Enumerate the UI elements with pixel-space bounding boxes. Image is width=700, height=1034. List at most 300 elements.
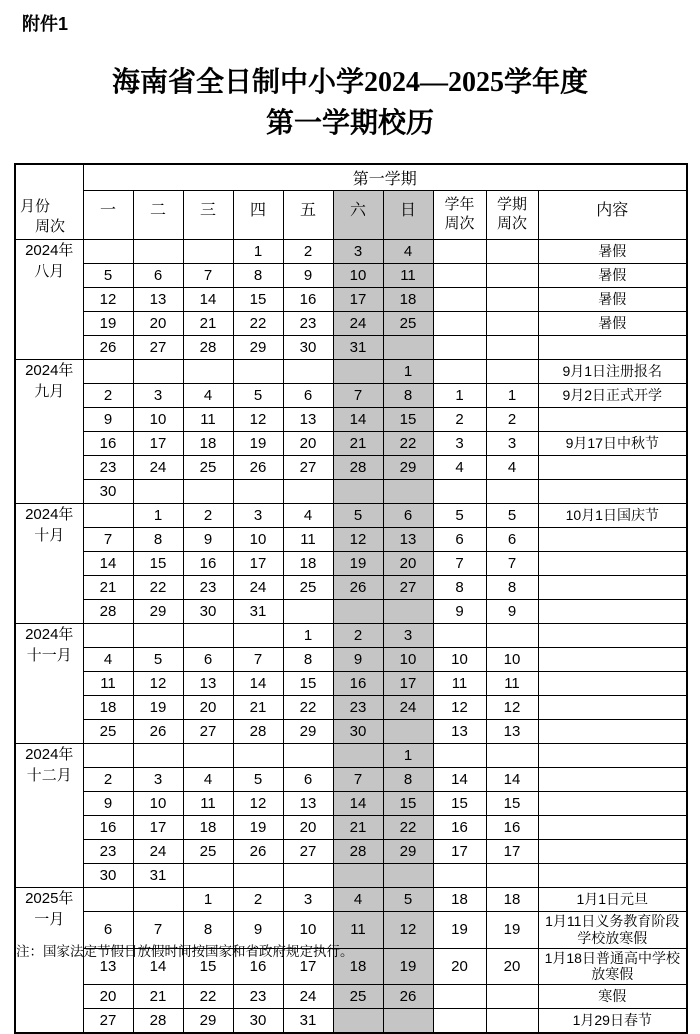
month-label-month: 九月	[34, 383, 65, 400]
day-cell	[133, 360, 183, 384]
calendar-week-row	[15, 864, 687, 888]
year-week-cell: 20	[433, 948, 486, 985]
day-cell: 24	[133, 456, 183, 480]
day-cell: 5	[233, 384, 283, 408]
year-week-cell: 5	[433, 504, 486, 528]
day-cell: 14	[233, 672, 283, 696]
year-week-cell	[433, 985, 486, 1009]
day-cell: 19	[233, 816, 283, 840]
term-week-cell	[486, 624, 538, 648]
term-week-cell	[486, 336, 538, 360]
day-cell: 15	[233, 288, 283, 312]
content-header: 内容	[538, 191, 687, 240]
day-cell: 16	[183, 552, 233, 576]
weekend-day-cell: 7	[333, 768, 383, 792]
day-cell: 8	[133, 528, 183, 552]
weekend-day-cell: 2	[333, 624, 383, 648]
day-cell: 2	[283, 240, 333, 264]
weekend-day-cell: 15	[383, 792, 433, 816]
year-week-cell: 8	[433, 576, 486, 600]
day-cell: 7	[133, 912, 183, 949]
weekend-day-cell: 9	[333, 648, 383, 672]
day-cell: 27	[283, 456, 333, 480]
day-cell: 16	[83, 432, 133, 456]
weekend-day-cell: 4	[383, 240, 433, 264]
content-cell	[538, 816, 687, 840]
term-week-cell	[486, 360, 538, 384]
day-cell: 22	[133, 576, 183, 600]
day-cell: 22	[283, 696, 333, 720]
calendar-week-row	[15, 504, 687, 528]
weekend-day-cell: 28	[333, 456, 383, 480]
day-cell: 19	[83, 312, 133, 336]
year-week-cell: 2	[433, 408, 486, 432]
day-cell: 24	[233, 576, 283, 600]
day-cell: 23	[83, 456, 133, 480]
day-cell: 3	[133, 768, 183, 792]
term-week-cell: 15	[486, 792, 538, 816]
month-label-month: 八月	[34, 263, 65, 280]
calendar-week-row	[15, 312, 687, 336]
day-cell: 28	[133, 1009, 183, 1034]
day-cell: 23	[83, 840, 133, 864]
content-cell: 9月2日正式开学	[538, 384, 687, 408]
day-cell: 15	[283, 672, 333, 696]
term-week-cell: 9	[486, 600, 538, 624]
content-cell	[538, 624, 687, 648]
day-cell: 1	[183, 888, 233, 912]
year-week-cell: 16	[433, 816, 486, 840]
weekend-day-cell: 17	[383, 672, 433, 696]
day-cell: 25	[283, 576, 333, 600]
term-week-header: 学期 周次	[486, 191, 538, 240]
weekend-day-cell: 5	[333, 504, 383, 528]
year-week-cell	[433, 312, 486, 336]
calendar-week-row	[15, 744, 687, 768]
weekend-day-cell: 22	[383, 816, 433, 840]
day-cell	[133, 744, 183, 768]
content-cell	[538, 456, 687, 480]
month-label	[15, 360, 83, 504]
day-cell	[183, 480, 233, 504]
weekend-day-cell: 29	[383, 840, 433, 864]
calendar-week-row	[15, 480, 687, 504]
term-week-cell: 4	[486, 456, 538, 480]
day-cell	[133, 240, 183, 264]
day-cell: 16	[283, 288, 333, 312]
weekend-day-cell	[333, 744, 383, 768]
weekend-day-cell: 10	[333, 264, 383, 288]
day-cell: 15	[183, 948, 233, 985]
day-cell: 13	[183, 672, 233, 696]
term-week-cell: 5	[486, 504, 538, 528]
semester-header-row	[15, 164, 687, 191]
dow-header-fri: 五	[283, 191, 333, 240]
calendar-week-row	[15, 408, 687, 432]
day-cell: 29	[233, 336, 283, 360]
day-cell: 13	[283, 792, 333, 816]
footnote: 注：国家法定节假日放假时间按国家和省政府规定执行。	[16, 944, 354, 959]
day-cell: 27	[133, 336, 183, 360]
day-cell: 17	[233, 552, 283, 576]
year-week-cell: 11	[433, 672, 486, 696]
calendar-week-row	[15, 264, 687, 288]
term-week-cell	[486, 240, 538, 264]
day-cell: 22	[233, 312, 283, 336]
calendar-week-row	[15, 720, 687, 744]
content-cell: 寒假	[538, 985, 687, 1009]
year-week-cell	[433, 336, 486, 360]
weekend-day-cell: 27	[383, 576, 433, 600]
content-cell	[538, 696, 687, 720]
day-cell: 24	[133, 840, 183, 864]
calendar-week-row	[15, 696, 687, 720]
month-label	[15, 744, 83, 888]
weekend-day-cell: 19	[333, 552, 383, 576]
year-week-cell: 12	[433, 696, 486, 720]
day-cell	[283, 864, 333, 888]
content-cell	[538, 720, 687, 744]
year-week-cell: 3	[433, 432, 486, 456]
day-cell: 3	[233, 504, 283, 528]
weekend-day-cell: 30	[333, 720, 383, 744]
term-week-cell	[486, 480, 538, 504]
calendar-week-row	[15, 336, 687, 360]
weekend-day-cell: 25	[333, 985, 383, 1009]
dow-header-thu: 四	[233, 191, 283, 240]
day-cell: 7	[83, 528, 133, 552]
content-cell	[538, 672, 687, 696]
day-cell: 18	[283, 552, 333, 576]
day-cell	[83, 744, 133, 768]
weekend-day-cell: 3	[383, 624, 433, 648]
content-cell	[538, 744, 687, 768]
day-cell	[233, 624, 283, 648]
day-cell: 24	[283, 985, 333, 1009]
content-cell	[538, 864, 687, 888]
day-cell: 19	[133, 696, 183, 720]
day-cell: 2	[83, 768, 133, 792]
day-cell: 20	[183, 696, 233, 720]
weekend-day-cell: 21	[333, 816, 383, 840]
month-label-month: 十月	[34, 527, 65, 544]
calendar-week-row	[15, 600, 687, 624]
day-cell: 5	[83, 264, 133, 288]
year-week-cell: 1	[433, 384, 486, 408]
term-week-cell	[486, 264, 538, 288]
day-cell: 21	[183, 312, 233, 336]
term-week-cell: 10	[486, 648, 538, 672]
day-cell: 4	[283, 504, 333, 528]
day-cell: 18	[83, 696, 133, 720]
day-cell: 27	[283, 840, 333, 864]
calendar-week-row	[15, 288, 687, 312]
day-cell: 2	[83, 384, 133, 408]
day-cell: 6	[83, 912, 133, 949]
year-week-cell: 4	[433, 456, 486, 480]
content-cell: 暑假	[538, 312, 687, 336]
day-cell	[133, 624, 183, 648]
weekend-day-cell	[383, 600, 433, 624]
day-cell: 27	[83, 1009, 133, 1034]
weekend-day-cell: 21	[333, 432, 383, 456]
month-label	[15, 624, 83, 744]
weekend-day-cell	[333, 360, 383, 384]
month-label-month: 十二月	[26, 767, 72, 784]
year-week-cell	[433, 360, 486, 384]
term-week-cell: 1	[486, 384, 538, 408]
day-cell: 26	[83, 336, 133, 360]
year-week-cell	[433, 288, 486, 312]
day-cell: 3	[283, 888, 333, 912]
attachment-label: 附件1	[22, 14, 69, 34]
year-week-cell	[433, 744, 486, 768]
calendar-week-row	[15, 528, 687, 552]
day-cell	[183, 360, 233, 384]
weekend-day-cell: 3	[333, 240, 383, 264]
day-cell: 9	[233, 912, 283, 949]
year-week-cell: 9	[433, 600, 486, 624]
day-cell: 18	[183, 432, 233, 456]
calendar-week-row	[15, 552, 687, 576]
day-cell: 1	[283, 624, 333, 648]
day-cell: 17	[283, 948, 333, 985]
day-cell: 15	[133, 552, 183, 576]
corner-month-label: 月份	[20, 198, 51, 215]
weekend-day-cell: 11	[383, 264, 433, 288]
month-label-year: 2024年	[25, 626, 74, 643]
day-cell: 31	[283, 1009, 333, 1034]
calendar-week-row	[15, 672, 687, 696]
day-cell	[183, 744, 233, 768]
day-cell: 9	[183, 528, 233, 552]
day-cell: 20	[283, 816, 333, 840]
content-cell: 1月11日义务教育阶段学校放寒假	[538, 912, 687, 949]
weekend-day-cell: 12	[333, 528, 383, 552]
day-cell: 23	[233, 985, 283, 1009]
day-cell: 1	[233, 240, 283, 264]
calendar-week-row	[15, 768, 687, 792]
day-cell	[183, 864, 233, 888]
year-week-cell: 14	[433, 768, 486, 792]
day-cell: 21	[133, 985, 183, 1009]
day-cell	[83, 888, 133, 912]
term-week-cell	[486, 864, 538, 888]
day-cell	[83, 240, 133, 264]
weekend-day-cell: 1	[383, 744, 433, 768]
day-cell: 10	[133, 792, 183, 816]
day-cell: 25	[183, 456, 233, 480]
weekend-day-cell	[333, 1009, 383, 1034]
day-cell: 12	[83, 288, 133, 312]
day-cell: 2	[233, 888, 283, 912]
weekend-day-cell: 6	[383, 504, 433, 528]
day-cell	[283, 600, 333, 624]
term-week-cell	[486, 1009, 538, 1034]
page-title-line1: 海南省全日制中小学2024—2025学年度	[111, 67, 588, 98]
weekend-day-cell	[383, 1009, 433, 1034]
year-week-cell: 10	[433, 648, 486, 672]
day-cell	[233, 864, 283, 888]
day-cell: 14	[133, 948, 183, 985]
day-cell: 4	[83, 648, 133, 672]
content-cell: 暑假	[538, 264, 687, 288]
day-cell: 28	[83, 600, 133, 624]
day-cell: 11	[183, 792, 233, 816]
day-cell	[283, 360, 333, 384]
content-cell	[538, 768, 687, 792]
day-cell: 9	[83, 792, 133, 816]
term-week-cell: 20	[486, 948, 538, 985]
day-cell: 29	[183, 1009, 233, 1034]
weekend-day-cell: 8	[383, 384, 433, 408]
term-week-cell: 13	[486, 720, 538, 744]
calendar-week-row	[15, 432, 687, 456]
calendar-week-row	[15, 576, 687, 600]
year-week-cell: 18	[433, 888, 486, 912]
term-week-cell: 8	[486, 576, 538, 600]
content-cell: 暑假	[538, 288, 687, 312]
weekend-day-cell: 19	[383, 948, 433, 985]
content-cell	[538, 840, 687, 864]
calendar-body	[15, 240, 687, 1034]
day-cell: 27	[183, 720, 233, 744]
weekend-day-cell: 13	[383, 528, 433, 552]
year-week-cell: 13	[433, 720, 486, 744]
day-cell: 10	[283, 912, 333, 949]
weekend-day-cell: 24	[383, 696, 433, 720]
calendar-week-row	[15, 456, 687, 480]
weekend-day-cell: 20	[383, 552, 433, 576]
day-cell: 23	[183, 576, 233, 600]
content-cell: 暑假	[538, 240, 687, 264]
weekend-day-cell: 15	[383, 408, 433, 432]
dow-header-sat: 六	[333, 191, 383, 240]
day-cell	[83, 504, 133, 528]
weekend-day-cell	[383, 720, 433, 744]
weekend-day-cell	[333, 864, 383, 888]
content-cell	[538, 480, 687, 504]
calendar-week-row	[15, 1009, 687, 1034]
weekend-day-cell: 25	[383, 312, 433, 336]
day-cell: 29	[133, 600, 183, 624]
calendar-week-row	[15, 792, 687, 816]
year-week-cell: 19	[433, 912, 486, 949]
day-cell: 4	[183, 384, 233, 408]
day-cell: 12	[233, 408, 283, 432]
day-cell: 19	[233, 432, 283, 456]
day-cell: 8	[233, 264, 283, 288]
day-cell: 31	[233, 600, 283, 624]
semester-header: 第一学期	[83, 164, 687, 191]
weekend-day-cell: 11	[333, 912, 383, 949]
day-cell: 11	[83, 672, 133, 696]
day-cell: 26	[233, 456, 283, 480]
day-cell: 14	[83, 552, 133, 576]
dow-header-sun: 日	[383, 191, 433, 240]
term-week-cell: 17	[486, 840, 538, 864]
day-cell: 17	[133, 816, 183, 840]
weekend-day-cell: 23	[333, 696, 383, 720]
day-cell: 12	[133, 672, 183, 696]
content-cell	[538, 600, 687, 624]
content-cell: 1月29日春节	[538, 1009, 687, 1034]
calendar-week-row	[15, 985, 687, 1009]
day-cell	[183, 624, 233, 648]
content-cell: 1月1日元旦	[538, 888, 687, 912]
weekend-day-cell	[333, 480, 383, 504]
day-cell	[233, 360, 283, 384]
day-cell: 7	[233, 648, 283, 672]
weekend-day-cell: 22	[383, 432, 433, 456]
day-cell: 9	[283, 264, 333, 288]
calendar-week-row	[15, 240, 687, 264]
month-label-year: 2025年	[25, 890, 74, 907]
day-cell: 17	[133, 432, 183, 456]
weekend-day-cell: 10	[383, 648, 433, 672]
day-cell: 11	[183, 408, 233, 432]
year-week-cell	[433, 864, 486, 888]
day-cell: 28	[183, 336, 233, 360]
calendar-week-row	[15, 648, 687, 672]
content-cell: 9月1日注册报名	[538, 360, 687, 384]
day-cell: 25	[83, 720, 133, 744]
term-week-cell: 16	[486, 816, 538, 840]
calendar-week-row	[15, 384, 687, 408]
day-cell: 1	[133, 504, 183, 528]
month-label-year: 2024年	[25, 362, 74, 379]
content-cell: 1月18日普通高中学校放寒假	[538, 948, 687, 985]
weekend-day-cell: 5	[383, 888, 433, 912]
weekend-day-cell: 28	[333, 840, 383, 864]
day-cell: 13	[283, 408, 333, 432]
day-cell: 8	[283, 648, 333, 672]
term-week-cell: 3	[486, 432, 538, 456]
day-cell: 4	[183, 768, 233, 792]
day-cell: 22	[183, 985, 233, 1009]
day-cell: 5	[133, 648, 183, 672]
weekend-day-cell	[383, 336, 433, 360]
day-cell: 2	[183, 504, 233, 528]
day-cell: 20	[283, 432, 333, 456]
weekend-day-cell: 14	[333, 792, 383, 816]
day-cell: 9	[83, 408, 133, 432]
month-label	[15, 504, 83, 624]
year-week-cell: 17	[433, 840, 486, 864]
day-cell: 18	[183, 816, 233, 840]
day-cell: 26	[133, 720, 183, 744]
weekend-day-cell: 31	[333, 336, 383, 360]
day-cell: 5	[233, 768, 283, 792]
calendar-week-row	[15, 624, 687, 648]
month-label-year: 2024年	[25, 746, 74, 763]
day-cell: 31	[133, 864, 183, 888]
day-cell: 21	[83, 576, 133, 600]
month-label-month: 十一月	[26, 647, 72, 664]
day-cell: 6	[183, 648, 233, 672]
weekend-day-cell: 7	[333, 384, 383, 408]
weekend-day-cell: 1	[383, 360, 433, 384]
corner-week-label: 周次	[35, 217, 66, 235]
content-cell: 10月1日国庆节	[538, 504, 687, 528]
dow-header-tue: 二	[133, 191, 183, 240]
month-week-corner-header	[15, 164, 83, 240]
day-cell	[283, 480, 333, 504]
day-cell: 30	[183, 600, 233, 624]
content-cell	[538, 408, 687, 432]
content-cell	[538, 648, 687, 672]
day-cell: 13	[133, 288, 183, 312]
